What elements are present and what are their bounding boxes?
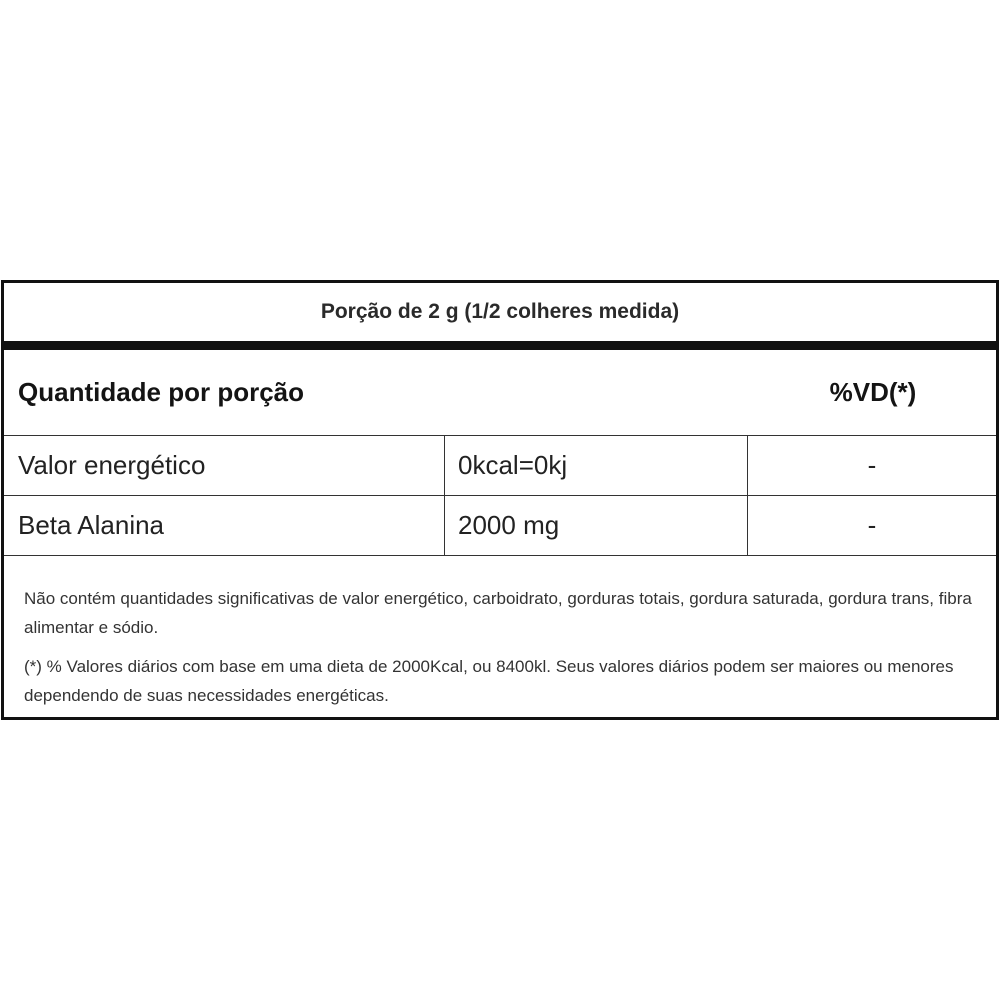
row-daily-value: - (867, 510, 877, 540)
footnote-daily-values: (*) % Valores diários com base em uma dieta de 2000Kcal, ou 8400kl. Seus valores diários podem ser maiores ou menores dependendo de suas necessidades energéticas. (24, 657, 954, 705)
row-name: Beta Alanina (4, 496, 445, 555)
serving-size: Porção de 2 g (1/2 colheres medida) (4, 283, 996, 350)
footnote-insignificant: Não contém quantidades significativas de valor energético, carboidrato, gorduras totais, gordura saturada, gordura trans, fibra alimentar e sódio. (24, 589, 972, 637)
header-quantity-per-serving: Quantidade por porção (18, 377, 305, 407)
table-row (4, 496, 996, 556)
table-header (4, 350, 996, 436)
nutrition-facts-table (1, 280, 999, 720)
table-row (4, 436, 996, 496)
row-amount: 2000 mg (445, 496, 748, 555)
header-daily-value: %VD(*) (829, 377, 917, 407)
row-amount: 0kcal=0kj (445, 436, 748, 495)
row-name: Valor energético (4, 436, 445, 495)
footnotes (4, 556, 996, 710)
row-daily-value: - (867, 450, 877, 480)
